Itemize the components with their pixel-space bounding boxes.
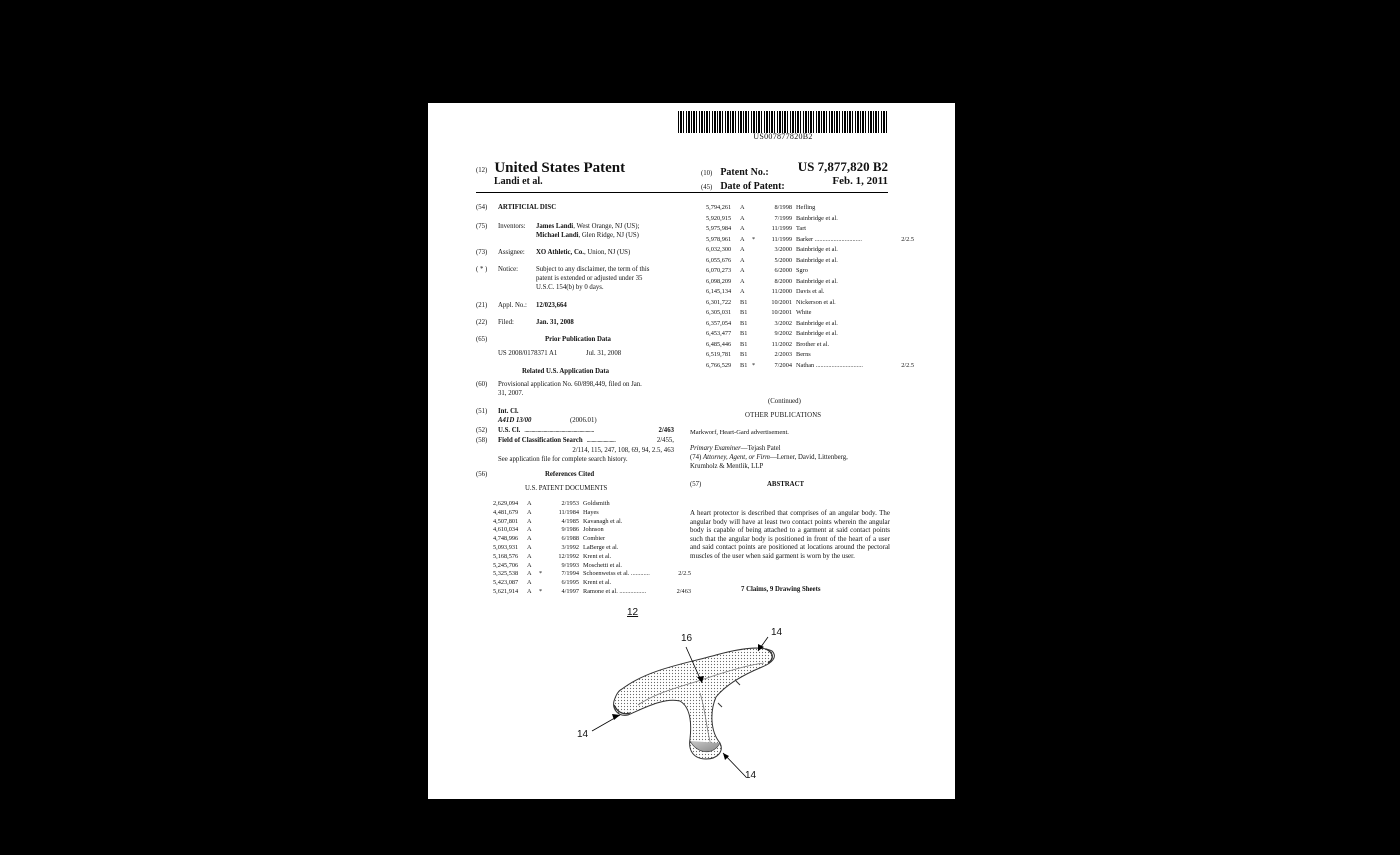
reference-num: 6,305,031 xyxy=(706,309,732,316)
reference-num: 5,168,576 xyxy=(493,552,519,560)
references-heading: References Cited xyxy=(545,471,595,478)
reference-date: 2/1953 xyxy=(561,500,579,507)
reference-name: Moschetti et al. xyxy=(583,561,622,569)
field-21: (21) Appl. No.: 12/023,664 xyxy=(476,302,567,309)
reference-cl: 2/463 xyxy=(676,588,691,595)
reference-name: Kavanagh et al. xyxy=(583,517,623,525)
notice: ( * ) Notice: Subject to any disclaimer, the term of this xyxy=(476,266,650,273)
int-cl-class: A41D 13/00 (2006.01) xyxy=(498,417,597,424)
reference-row xyxy=(706,204,914,212)
reference-name: Bainbridge et al. xyxy=(796,214,838,222)
field-73: (73) Assignee: XO Athletic, Co., Union, NJ (US) xyxy=(476,249,631,256)
abstract-code: (57) xyxy=(690,481,702,488)
reference-name: Hefling xyxy=(796,204,816,211)
reference-num: 5,794,261 xyxy=(706,204,732,211)
code-45: (45) xyxy=(701,184,713,191)
reference-k: A xyxy=(527,579,532,587)
other-publications-heading: OTHER PUBLICATIONS xyxy=(745,412,822,419)
reference-row xyxy=(493,562,691,570)
reference-name: Combier xyxy=(583,535,606,543)
reference-row xyxy=(493,509,691,517)
field-search-line2: 2/114, 115, 247, 108, 69, 94, 2.5, 463 xyxy=(572,447,674,454)
field-search-line3: See application file for complete search history. xyxy=(498,456,628,463)
reference-date: 11/2000 xyxy=(771,288,792,295)
reference-name: Bainbridge et al. xyxy=(796,256,838,264)
reference-date: 9/1993 xyxy=(561,561,579,569)
inventors-short: Landi et al. xyxy=(494,176,543,187)
reference-date: 4/1997 xyxy=(561,588,579,595)
reference-name: Bainbridge et al. xyxy=(796,246,838,253)
reference-row xyxy=(493,553,691,561)
abstract-heading: ABSTRACT xyxy=(767,481,805,488)
reference-name: Sgro xyxy=(796,267,808,274)
reference-k: A xyxy=(740,235,745,243)
reference-row xyxy=(706,246,914,254)
reference-num: 4,507,801 xyxy=(493,517,519,525)
reference-row xyxy=(706,236,914,244)
reference-num: 5,093,931 xyxy=(493,544,519,551)
reference-name: Brother et al. xyxy=(796,340,830,348)
reference-k: A xyxy=(527,552,532,560)
reference-row xyxy=(706,341,914,349)
reference-num: 6,055,676 xyxy=(706,256,732,264)
reference-k: B1 xyxy=(740,330,748,337)
primary-examiner: Primary Examiner—Tejash Patel xyxy=(690,445,781,452)
code-12: (12) xyxy=(476,167,488,174)
reference-num: 4,481,679 xyxy=(493,508,519,516)
reference-star: * xyxy=(539,570,543,578)
reference-row xyxy=(706,299,914,307)
reference-k: B1 xyxy=(740,340,748,348)
reference-date: 7/2004 xyxy=(774,361,792,369)
other-publication-1: Markworf, Heart-Gard advertisement. xyxy=(690,429,789,436)
reference-name: Krent et al. xyxy=(583,552,612,560)
reference-k: B1 xyxy=(740,351,748,358)
reference-name: LaBerge et al. xyxy=(583,544,619,551)
reference-k: A xyxy=(740,267,745,274)
reference-k: A xyxy=(527,544,532,551)
reference-cl: 2/2.5 xyxy=(678,570,691,578)
prior-pub-heading: Prior Publication Data xyxy=(545,336,611,343)
reference-k: A xyxy=(527,535,532,543)
reference-name: Tart xyxy=(796,225,807,232)
barcode-number: US007877820B2 xyxy=(753,132,813,141)
field-search-value: 2/455, xyxy=(656,437,674,444)
reference-row xyxy=(706,267,914,275)
reference-k: A xyxy=(740,277,745,285)
reference-star: * xyxy=(752,361,756,369)
reference-k: A xyxy=(527,588,532,595)
patent-title: United States Patent xyxy=(494,160,626,176)
patent-no-label: Patent No.: xyxy=(720,167,769,178)
reference-num: 6,145,134 xyxy=(706,288,732,295)
reference-row xyxy=(706,257,914,265)
field-65: (65) xyxy=(476,336,488,343)
ref-14-top: 14 xyxy=(771,627,783,638)
prior-pub-number: US 2008/0178371 A1 xyxy=(498,350,558,357)
reference-name: Bainbridge et al. xyxy=(796,277,838,285)
reference-date: 9/1986 xyxy=(561,526,579,534)
reference-date: 7/1999 xyxy=(774,214,792,222)
reference-row xyxy=(706,215,914,223)
reference-k: A xyxy=(527,570,532,578)
reference-name: Hayes xyxy=(583,508,599,516)
us-patent-docs-heading: U.S. PATENT DOCUMENTS xyxy=(525,485,608,492)
reference-num: 6,485,446 xyxy=(706,340,732,348)
reference-k: A xyxy=(740,214,745,222)
reference-num: 5,245,706 xyxy=(493,561,519,569)
reference-num: 5,325,538 xyxy=(493,570,519,578)
reference-name: Davis et al. xyxy=(796,288,825,295)
reference-row xyxy=(493,544,691,552)
field-51: (51) Int. Cl. xyxy=(476,408,519,415)
field-58: (58) Field of Classification Search ........................ xyxy=(476,437,616,444)
reference-row xyxy=(706,362,914,370)
reference-num: 2,629,094 xyxy=(493,500,519,507)
reference-date: 3/1992 xyxy=(561,544,579,551)
reference-k: A xyxy=(527,526,532,534)
reference-date: 6/1988 xyxy=(561,535,579,543)
reference-name: Goldsmith xyxy=(583,500,610,507)
reference-k: B1 xyxy=(740,361,748,369)
notice-line2: patent is extended or adjusted under 35 xyxy=(536,275,643,282)
invention-title: ARTIFICIAL DISC xyxy=(498,204,557,211)
patent-page xyxy=(428,103,955,799)
reference-date: 10/2001 xyxy=(771,309,792,316)
reference-name: Bainbridge et al. xyxy=(796,319,838,327)
reference-k: A xyxy=(527,508,532,516)
continued: (Continued) xyxy=(768,398,801,405)
reference-row xyxy=(493,570,691,578)
reference-num: 6,070,273 xyxy=(706,267,732,274)
reference-row xyxy=(493,588,691,596)
reference-date: 2/2003 xyxy=(774,351,792,358)
field-56: (56) xyxy=(476,471,488,478)
notice-line3: U.S.C. 154(b) by 0 days. xyxy=(536,284,604,291)
field-75-line2: Michael Landi, Glen Ridge, NJ (US) xyxy=(536,232,639,239)
field-60: (60) Provisional application No. 60/898,449, filed on Jan. xyxy=(476,381,642,388)
reference-date: 5/2000 xyxy=(774,256,792,264)
reference-row xyxy=(706,351,914,359)
reference-name: Ramone et al. ................. xyxy=(583,588,647,595)
reference-num: 6,357,054 xyxy=(706,319,732,327)
figure-label: 12 xyxy=(627,607,639,618)
us-cl-value: 2/463 xyxy=(658,427,674,434)
attorney-line2: Krumholz & Mentlik, LLP xyxy=(690,463,764,470)
prior-pub-date: Jul. 31, 2008 xyxy=(586,350,622,357)
reference-k: A xyxy=(527,561,532,569)
reference-num: 6,453,477 xyxy=(706,330,732,337)
ref-16: 16 xyxy=(681,633,693,644)
related-heading: Related U.S. Application Data xyxy=(522,368,610,375)
reference-date: 9/2002 xyxy=(774,330,792,337)
reference-num: 5,621,914 xyxy=(493,588,519,595)
reference-row xyxy=(493,518,691,526)
reference-k: B1 xyxy=(740,298,748,306)
reference-date: 7/1994 xyxy=(561,570,579,578)
reference-k: B1 xyxy=(740,309,748,316)
reference-num: 6,098,209 xyxy=(706,277,732,285)
reference-name: Johnson xyxy=(583,526,604,534)
reference-row xyxy=(706,330,914,338)
reference-name: Bainbridge et al. xyxy=(796,330,838,337)
reference-k: A xyxy=(740,288,745,295)
reference-row xyxy=(706,225,914,233)
reference-k: A xyxy=(740,246,745,253)
reference-num: 5,978,961 xyxy=(706,235,732,243)
patent-date: Feb. 1, 2011 xyxy=(832,175,888,187)
ref-14-left: 14 xyxy=(577,729,589,740)
reference-num: 5,423,087 xyxy=(493,579,519,587)
claims-summary: 7 Claims, 9 Drawing Sheets xyxy=(741,586,821,593)
field-54: (54) ARTIFICIAL DISC xyxy=(476,204,557,211)
reference-name: Berns xyxy=(796,351,811,358)
reference-num: 4,610,034 xyxy=(493,526,519,534)
reference-name: Krent et al. xyxy=(583,579,612,587)
reference-row xyxy=(706,288,914,296)
reference-row xyxy=(493,526,691,534)
reference-date: 8/1998 xyxy=(774,204,792,211)
abstract-text: A heart protector is described that comprises of an angular body. The angular body will have at least two contact points wherein the angular body is capable of being attached to a garment at said contact points such that the angular body is positioned in front of the heart of a user and said contact points are positioned at locations around the pectoral muscles of the user when said garment is worn by the user. xyxy=(690,509,890,560)
field-60-line2: 31, 2007. xyxy=(498,390,524,397)
reference-date: 11/1999 xyxy=(771,225,792,232)
reference-k: A xyxy=(527,500,532,507)
reference-date: 3/2000 xyxy=(774,246,792,253)
reference-row xyxy=(706,278,914,286)
header-title-row xyxy=(476,159,625,177)
reference-star: * xyxy=(752,235,756,243)
field-75: (75) Inventors: James Landi, West Orange, NJ (US); xyxy=(476,223,640,230)
reference-date: 12/1992 xyxy=(558,552,579,560)
reference-k: A xyxy=(527,517,532,525)
reference-num: 6,766,529 xyxy=(706,361,732,369)
date-label: Date of Patent: xyxy=(720,181,785,192)
code-10: (10) xyxy=(701,170,713,177)
reference-date: 6/2000 xyxy=(774,267,792,274)
reference-row xyxy=(706,309,914,317)
reference-row xyxy=(493,535,691,543)
reference-date: 8/2000 xyxy=(774,277,792,285)
reference-row xyxy=(706,320,914,328)
reference-date: 3/2002 xyxy=(774,319,792,327)
reference-k: B1 xyxy=(740,319,748,327)
reference-date: 4/1985 xyxy=(561,517,579,525)
reference-num: 6,032,300 xyxy=(706,246,732,253)
reference-k: A xyxy=(740,225,745,232)
attorney: (74) Attorney, Agent, or Firm—Lerner, David, Littenberg, xyxy=(690,454,848,461)
reference-star: * xyxy=(539,588,543,595)
reference-k: A xyxy=(740,204,745,211)
reference-date: 11/2002 xyxy=(771,340,792,348)
header-divider xyxy=(476,192,888,193)
reference-name: Schoenweiss et al. ............ xyxy=(583,570,650,578)
reference-name: Nathan .............................. xyxy=(796,361,863,369)
reference-date: 6/1995 xyxy=(561,579,579,587)
reference-num: 5,920,915 xyxy=(706,214,732,222)
reference-date: 10/2001 xyxy=(771,298,792,306)
reference-name: Nickerson et al. xyxy=(796,298,836,306)
reference-cl: 2/2.5 xyxy=(901,235,914,243)
reference-num: 5,975,984 xyxy=(706,225,732,232)
field-22: (22) Filed: Jan. 31, 2008 xyxy=(476,319,574,326)
reference-num: 6,519,781 xyxy=(706,351,732,358)
barcode xyxy=(678,111,888,133)
reference-date: 11/1984 xyxy=(558,508,579,516)
field-52: (52) U.S. Cl. .......................................................... xyxy=(476,427,594,434)
reference-k: A xyxy=(740,256,745,264)
reference-row xyxy=(493,500,691,508)
reference-num: 4,748,996 xyxy=(493,535,519,543)
reference-num: 6,301,722 xyxy=(706,298,732,306)
reference-name: Barker .............................. xyxy=(796,235,862,243)
reference-date: 11/1999 xyxy=(771,235,792,243)
reference-name: White xyxy=(796,309,812,316)
reference-row xyxy=(493,579,691,587)
figure-drawing xyxy=(578,621,808,791)
ref-14-bottom: 14 xyxy=(745,770,757,781)
reference-cl: 2/2.5 xyxy=(901,361,914,369)
patent-number: US 7,877,820 B2 xyxy=(797,159,888,174)
